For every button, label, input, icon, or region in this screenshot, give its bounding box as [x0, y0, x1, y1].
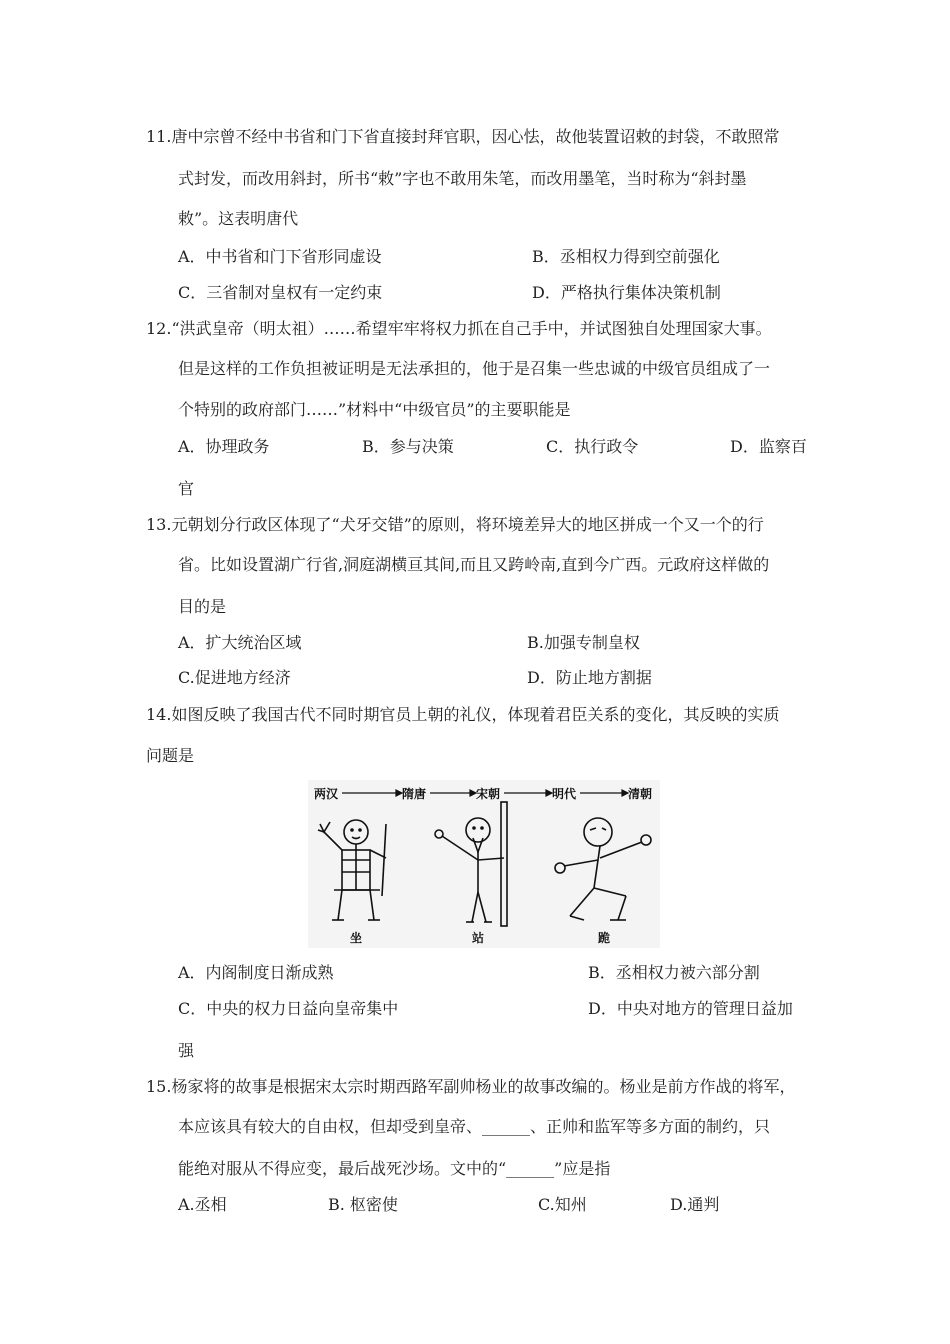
q15-stem-line-2: 本应该具有较大的自由权，但却受到皇帝、______、正帅和监军等多方面的制约，只	[178, 1117, 771, 1136]
q13-stem-line-3: 目的是	[178, 597, 227, 616]
posture-label-stand: 站	[472, 931, 485, 945]
posture-label-sit: 坐	[350, 931, 363, 945]
q14-option-b: B．丞相权力被六部分割	[588, 963, 760, 982]
period-label-han: 两汉	[314, 787, 339, 801]
q15-option-d: D.通判	[670, 1195, 720, 1214]
q11-stem-line-3: 敕”。这表明唐代	[178, 209, 299, 228]
q12-option-d-continued: 官	[178, 479, 195, 498]
q14-option-c: C．中央的权力日益向皇帝集中	[178, 999, 399, 1018]
q12-stem-line-2: 但是这样的工作负担被证明是无法承担的，他于是召集一些忠诚的中级官员组成了一	[178, 359, 771, 378]
q11-stem-line-2: 式封发，而改用斜封，所书“敕”字也不敢用朱笔，而改用墨笔，当时称为“斜封墨	[178, 169, 747, 188]
q14-option-a: A．内阁制度日渐成熟	[178, 963, 334, 982]
q13-option-c: C.促进地方经济	[178, 668, 291, 687]
q15-option-c: C.知州	[538, 1195, 587, 1214]
q12-option-a: A．协理政务	[178, 437, 270, 456]
period-label-ming: 明代	[552, 787, 577, 801]
q13-stem-line-1: 13.元朝划分行政区体现了“犬牙交错”的原则，将环境差异大的地区拼成一个又一个的行	[146, 515, 764, 534]
q14-figure-court-etiquette	[308, 780, 660, 948]
q13-option-d: D．防止地方割据	[527, 668, 652, 687]
q11-option-c: C．三省制对皇权有一定约束	[178, 283, 383, 302]
q13-option-b: B.加强专制皇权	[527, 633, 640, 652]
q15-option-b: B. 枢密使	[328, 1195, 398, 1214]
q11-option-d: D．严格执行集体决策机制	[532, 283, 721, 302]
period-label-qing: 清朝	[628, 787, 653, 801]
q13-stem-line-2: 省。比如设置湖广行省,洞庭湖横亘其间,而且又跨岭南,直到今广西。元政府这样做的	[178, 555, 770, 574]
q14-option-d-continued: 强	[178, 1041, 195, 1060]
q12-stem-line-1: 12.“洪武皇帝（明太祖）……希望牢牢将权力抓在自己手中，并试图独自处理国家大事。	[146, 319, 772, 338]
q12-option-d: D．监察百	[730, 437, 807, 456]
q13-option-a: A．扩大统治区域	[178, 633, 302, 652]
q11-option-b: B．丞相权力得到空前强化	[532, 247, 720, 266]
posture-label-kneel: 跪	[598, 931, 611, 945]
q15-stem-line-1: 15.杨家将的故事是根据宋太宗时期西路军副帅杨业的故事改编的。杨业是前方作战的将军，	[146, 1077, 796, 1096]
q15-stem-line-3: 能绝对服从不得应变，最后战死沙场。文中的“______”应是指	[178, 1159, 611, 1178]
q11-stem-line-1: 11.唐中宗曾不经中书省和门下省直接封拜官职，因心怯，故他装置诏敕的封袋，不敢照常	[146, 127, 780, 146]
q12-option-c: C．执行政令	[546, 437, 639, 456]
q11-option-a: A．中书省和门下省形同虚设	[178, 247, 382, 266]
q14-stem-line-2: 问题是	[146, 746, 195, 765]
q15-option-a: A.丞相	[178, 1195, 227, 1214]
q14-option-d: D．中央对地方的管理日益加	[588, 999, 793, 1018]
period-label-suitang: 隋唐	[402, 787, 427, 801]
q12-option-b: B．参与决策	[362, 437, 454, 456]
q14-stem-line-1: 14.如图反映了我国古代不同时期官员上朝的礼仪，体现着君臣关系的变化，其反映的实质	[146, 705, 780, 724]
q12-stem-line-3: 个特别的政府部门……”材料中“中级官员”的主要职能是	[178, 400, 571, 419]
period-label-song: 宋朝	[476, 787, 501, 801]
